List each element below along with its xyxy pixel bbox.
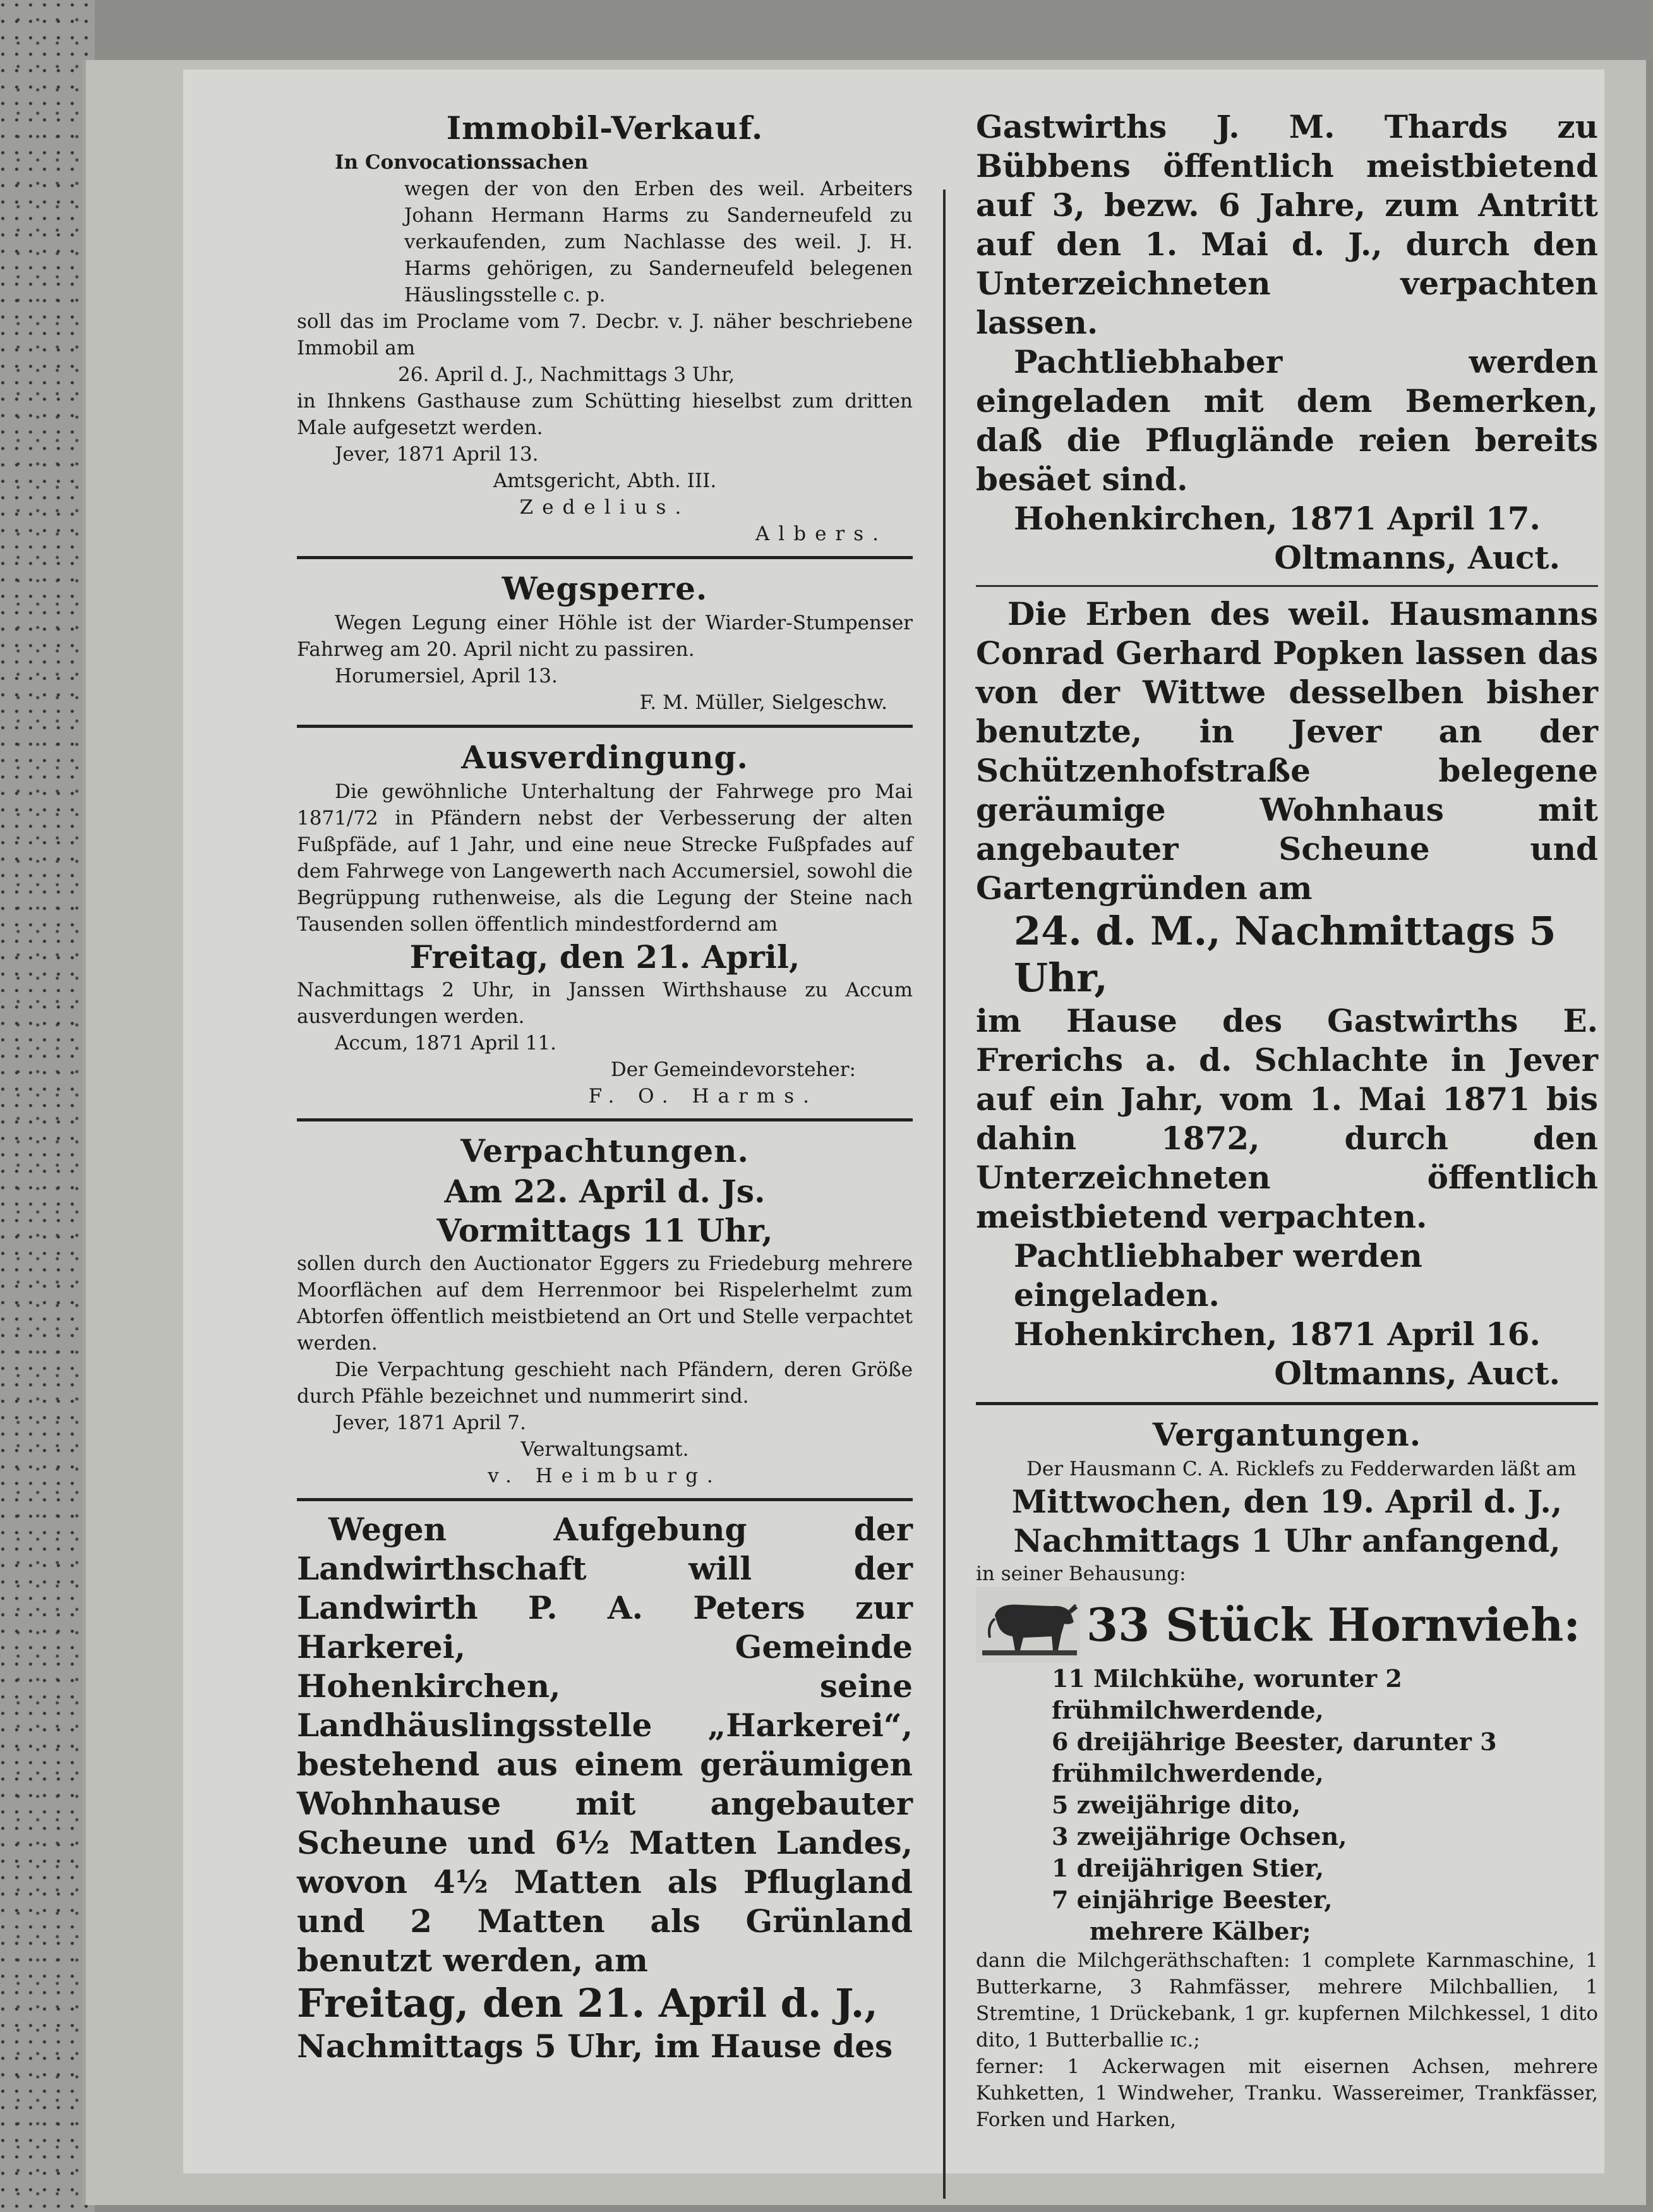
popken-line5: Hohenkirchen, 1871 April 16.	[1014, 1315, 1541, 1353]
immobil-line3: soll das im Proclame vom 7. Decbr. v. J. näher beschriebene Immobil am	[297, 310, 913, 360]
section-rule	[297, 725, 913, 728]
popken-line4: Pachtliebhaber werden eingeladen.	[1014, 1237, 1422, 1314]
popken-line3: im Hause des Gastwirths E. Frerichs a. d. Schlachte in Jever auf ein Jahr, vom 1. Mai 1871 bis dahin 1872, durch den Unterzeichneten öffentlich meistbietend verpachten.	[976, 1002, 1598, 1235]
ausverdingung-line6: F. O. Harms.	[588, 1085, 818, 1108]
vergantungen-line4: in seiner Behausung:	[976, 1562, 1186, 1585]
hornvieh-heading	[976, 1587, 1598, 1663]
immobil-line4: 26. April d. J., Nachmittags 3 Uhr,	[398, 363, 735, 386]
bubbens-notice-continued	[976, 107, 1598, 577]
cow-icon	[976, 1587, 1080, 1663]
immobil-line5: in Ihnkens Gasthause zum Schütting hieselbst zum dritten Male aufgesetzt werden.	[297, 390, 913, 439]
cont-line2: Pachtliebhaber werden eingeladen mit dem Bemerken, daß die Pfluglände reien bereits besäet sind.	[976, 343, 1598, 498]
livestock-item: 1 dreijährigen Stier,	[1052, 1854, 1325, 1882]
section-rule	[297, 1118, 913, 1121]
immobil-verkauf-notice	[297, 107, 913, 547]
immobil-line2: wegen der von den Erben des weil. Arbeiters Johann Hermann Harms zu Sanderneufeld zu verkaufenden, zum Nachlasse des weil. J. H. Harms gehörigen, zu Sanderneufeld belegenen Häuslingsstelle c. p.	[404, 178, 913, 306]
section-rule	[297, 556, 913, 559]
book-edge-speckled	[0, 0, 95, 2212]
vergantungen-line3: Nachmittags 1 Uhr anfangend,	[1013, 1522, 1561, 1559]
cont-line3: Hohenkirchen, 1871 April 17.	[1014, 500, 1541, 537]
wegsperre-notice	[297, 568, 913, 716]
verpachtungen-line1: Am 22. April d. Js.	[444, 1173, 766, 1210]
verpachtungen-line2: Vormittags 11 Uhr,	[436, 1212, 773, 1249]
ausverdingung-line2: Freitag, den 21. April,	[409, 938, 800, 976]
livestock-item: 11 Milchkühe, worunter 2 frühmilchwerdende,	[1052, 1664, 1402, 1724]
scan-background-top	[0, 0, 1653, 60]
livestock-item: 7 einjährige Beester,	[1052, 1885, 1333, 1914]
immobil-line9: Albers.	[755, 523, 887, 545]
vergantungen-line1: Der Hausmann C. A. Ricklefs zu Fedderwarden läßt am	[1026, 1458, 1577, 1480]
popken-line1: Die Erben des weil. Hausmanns Conrad Gerhard Popken lassen das von der Wittwe desselben bisher benutzte, in Jever an der Schützenhofstraße belegene geräumige Wohnhaus mit angebauter Scheune und Gartengründen am	[976, 595, 1598, 907]
section-rule	[297, 1498, 913, 1501]
column-divider	[943, 190, 946, 2199]
section-rule	[976, 585, 1598, 587]
vergantungen-line2: Mittwochen, den 19. April d. J.,	[1011, 1483, 1563, 1520]
vergantungen-line7: ferner: 1 Ackerwagen mit eisernen Achsen, mehrere Kuhketten, 1 Windweher, Tranku. Wassereimer, Trankfässer, Forken und Harken,	[976, 2055, 1598, 2131]
wegsperre-line2: Horumersiel, April 13.	[335, 665, 558, 687]
immobil-line1: In Convocationssachen	[335, 151, 589, 174]
verpachtungen-line6: Verwaltungsamt.	[520, 1438, 689, 1461]
wegsperre-title: Wegsperre.	[502, 570, 708, 607]
ausverdingung-line5: Der Gemeindevorsteher:	[610, 1058, 856, 1081]
landwirthschaft-line2: Freitag, den 21. April d. J.,	[297, 1980, 878, 2026]
landwirthschaft-notice	[297, 1510, 913, 2066]
ausverdingung-line1: Die gewöhnliche Unterhaltung der Fahrwege pro Mai 1871/72 in Pfändern nebst der Verbesserung der alten Fußpfäde, auf 1 Jahr, und eine neue Strecke Fußpfades auf dem Fahrwege von Langewerth nach Accumersiel, sowohl die Begrüppung ruthenweise, als die Legung der Steine nach Tausenden sollen öffentlich mindestfordernd am	[297, 780, 913, 936]
wegsperre-line3: F. M. Müller, Sielgeschw.	[639, 691, 887, 714]
popken-notice	[976, 595, 1598, 1393]
verpachtungen-line3: sollen durch den Auctionator Eggers zu Friedeburg mehrere Moorflächen auf dem Herrenmoor bei Rispelerhelmt zum Abtorfen öffentlich meistbietend an Ort und Stelle verpachtet werden.	[297, 1252, 913, 1355]
vergantungen-line6: dann die Milchgeräthschaften: 1 complete Karnmaschine, 1 Butterkarne, 3 Rahmfässer, mehrere Milchballien, 1 Stremtine, 1 Drückebank, 1 gr. kupfernen Milchkessel, 1 dito dito, 1 Butterballie ɪc.;	[976, 1949, 1598, 2052]
ausverdingung-notice	[297, 737, 913, 1109]
vergantungen-title: Vergantungen.	[1152, 1416, 1422, 1453]
ausverdingung-line3: Nachmittags 2 Uhr, in Janssen Wirthshause zu Accum ausverdungen werden.	[297, 979, 913, 1028]
popken-line2: 24. d. M., Nachmittags 5 Uhr,	[1014, 908, 1556, 1001]
verpachtungen-line5: Jever, 1871 April 7.	[335, 1411, 526, 1434]
immobil-line7: Amtsgericht, Abth. III.	[493, 469, 717, 492]
verpachtungen-notice	[297, 1130, 913, 1489]
right-column	[976, 107, 1598, 2133]
wegsperre-line1: Wegen Legung einer Höhle ist der Wiarder-Stumpenser Fahrweg am 20. April nicht zu passiren.	[297, 612, 913, 661]
landwirthschaft-line3: Nachmittags 5 Uhr, im Hause des	[297, 2028, 893, 2065]
immobil-line6: Jever, 1871 April 13.	[335, 443, 539, 466]
livestock-item: 6 dreijährige Beester, darunter 3 frühmilchwerdende,	[1052, 1727, 1497, 1787]
left-column	[297, 107, 913, 2066]
cont-line1: Gastwirths J. M. Thards zu Bübbens öffentlich meistbietend auf 3, bezw. 6 Jahre, zum Antritt auf den 1. Mai d. J., durch den Unterzeichneten verpachten lassen.	[976, 108, 1598, 341]
popken-line6: Oltmanns, Auct.	[1274, 1355, 1560, 1392]
livestock-item: 3 zweijährige Ochsen,	[1052, 1822, 1347, 1851]
verpachtungen-line4: Die Verpachtung geschieht nach Pfändern, deren Größe durch Pfähle bezeichnet und nummerirt sind.	[297, 1358, 913, 1408]
vergantungen-notice	[976, 1414, 1598, 2133]
immobil-title: Immobil-Verkauf.	[446, 109, 764, 147]
verpachtungen-line7: v. Heimburg.	[488, 1465, 722, 1487]
immobil-line8: Zedelius.	[519, 496, 690, 519]
livestock-item: 5 zweijährige dito,	[1052, 1791, 1301, 1819]
livestock-item: mehrere Kälber;	[1090, 1917, 1311, 1945]
landwirthschaft-line1: Wegen Aufgebung der Landwirthschaft will der Landwirth P. A. Peters zur Harkerei, Gemeinde Hohenkirchen, seine Landhäuslingsstelle „Harkerei“, bestehend aus einem geräumigen Wohnhause mit angebauter Scheune und 6½ Matten Landes, wovon 4½ Matten als Pflugland und 2 Matten als Grünland benutzt werden, am	[297, 1511, 913, 1979]
section-rule	[976, 1402, 1598, 1405]
ausverdingung-title: Ausverdingung.	[461, 739, 748, 776]
cont-line4: Oltmanns, Auct.	[1274, 539, 1560, 576]
hornvieh-title: 33 Stück Hornvieh:	[1086, 1598, 1580, 1652]
verpachtungen-title: Verpachtungen.	[460, 1132, 749, 1169]
ausverdingung-line4: Accum, 1871 April 11.	[335, 1032, 556, 1055]
